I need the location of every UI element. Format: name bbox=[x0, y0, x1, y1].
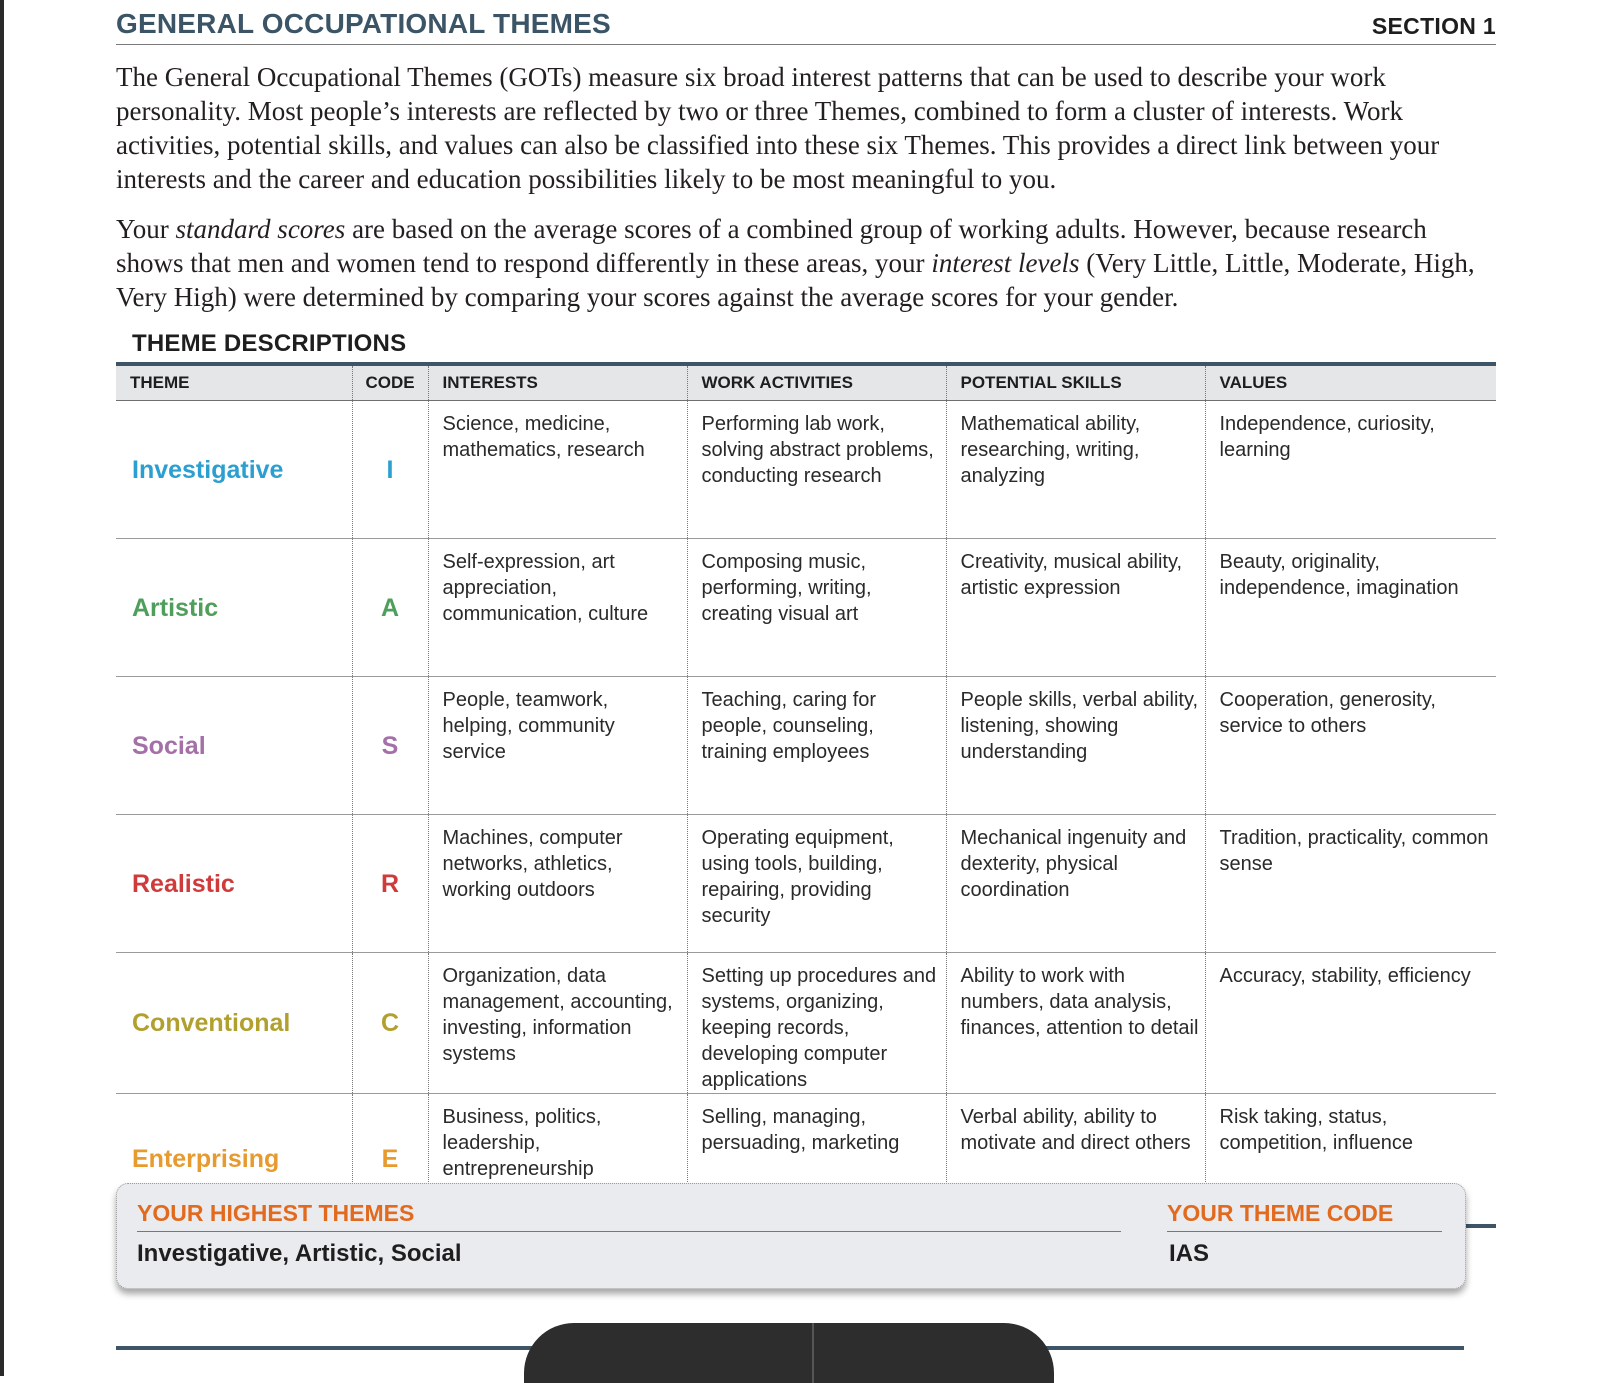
values-cell: Independence, curiosity, learning bbox=[1205, 401, 1496, 539]
work-activities-cell: Teaching, caring for people, counseling, training employees bbox=[687, 677, 946, 815]
col-header-work-activities: WORK ACTIVITIES bbox=[687, 364, 946, 401]
intro-paragraph-1 bbox=[116, 60, 1496, 196]
intro-text-2a: Your bbox=[116, 214, 176, 244]
theme-code: E bbox=[352, 1094, 428, 1227]
interests-cell: Business, politics, leadership, entrepreneurship bbox=[428, 1094, 687, 1227]
theme-code-label: YOUR THEME CODE bbox=[1167, 1200, 1442, 1232]
values-cell: Tradition, practicality, common sense bbox=[1205, 815, 1496, 953]
potential-skills-cell: Mechanical ingenuity and dexterity, physical coordination bbox=[946, 815, 1205, 953]
theme-code: I bbox=[352, 401, 428, 539]
highest-themes-value: Investigative, Artistic, Social bbox=[137, 1240, 462, 1267]
theme-code: S bbox=[352, 677, 428, 815]
page-header bbox=[116, 8, 1496, 45]
theme-descriptions-heading: THEME DESCRIPTIONS bbox=[132, 330, 407, 357]
theme-name: Investigative bbox=[116, 401, 352, 539]
theme-name: Enterprising bbox=[116, 1094, 352, 1227]
theme-descriptions-table bbox=[116, 362, 1496, 1228]
intro-text-1: The General Occupational Themes (GOTs) measure six broad interest patterns that can be used to describe your work personality. Most people’s interests are reflected by two or three Themes, combined to form a cluster of interests. Work activities, potential skills, and values can also be classified into these six Themes. This provides a direct link between your interests and the career and education possibilities likely to be most meaningful to you. bbox=[116, 62, 1440, 194]
interests-cell: Science, medicine, mathematics, research bbox=[428, 401, 687, 539]
intro-paragraph-2 bbox=[116, 212, 1496, 314]
page-title: GENERAL OCCUPATIONAL THEMES bbox=[116, 8, 611, 39]
table-row bbox=[116, 539, 1496, 677]
table-row bbox=[116, 953, 1496, 1094]
values-cell: Accuracy, stability, efficiency bbox=[1205, 953, 1496, 1094]
theme-code: A bbox=[352, 539, 428, 677]
theme-code: C bbox=[352, 953, 428, 1094]
theme-summary-box bbox=[116, 1183, 1466, 1289]
col-header-theme: THEME bbox=[116, 364, 352, 401]
values-cell: Cooperation, generosity, service to others bbox=[1205, 677, 1496, 815]
col-header-potential-skills: POTENTIAL SKILLS bbox=[946, 364, 1205, 401]
theme-code-value: IAS bbox=[1169, 1240, 1210, 1267]
potential-skills-cell: Verbal ability, ability to motivate and direct others bbox=[946, 1094, 1205, 1227]
work-activities-cell: Performing lab work, solving abstract problems, conducting research bbox=[687, 401, 946, 539]
theme-name: Social bbox=[116, 677, 352, 815]
values-cell: Beauty, originality, independence, imagination bbox=[1205, 539, 1496, 677]
intro-text-2c: are based on the average scores of a combined group of working adults. However, because research shows that men and women tend to respond differently in these areas, your bbox=[116, 214, 1427, 278]
interests-cell: People, teamwork, helping, community service bbox=[428, 677, 687, 815]
theme-name: Conventional bbox=[116, 953, 352, 1094]
theme-name: Realistic bbox=[116, 815, 352, 953]
col-header-code: CODE bbox=[352, 364, 428, 401]
potential-skills-cell: Ability to work with numbers, data analysis, finances, attention to detail bbox=[946, 953, 1205, 1094]
table-header-row bbox=[116, 364, 1496, 401]
work-activities-cell: Operating equipment, using tools, building, repairing, providing security bbox=[687, 815, 946, 953]
theme-name: Artistic bbox=[116, 539, 352, 677]
work-activities-cell: Setting up procedures and systems, organizing, keeping records, developing computer applications bbox=[687, 953, 946, 1094]
interest-levels-term: interest levels bbox=[931, 248, 1080, 278]
potential-skills-cell: People skills, verbal ability, listening, showing understanding bbox=[946, 677, 1205, 815]
potential-skills-cell: Mathematical ability, researching, writing, analyzing bbox=[946, 401, 1205, 539]
table-row bbox=[116, 815, 1496, 953]
col-header-values: VALUES bbox=[1205, 364, 1496, 401]
bottom-tab-shape bbox=[524, 1323, 1054, 1383]
potential-skills-cell: Creativity, musical ability, artistic expression bbox=[946, 539, 1205, 677]
interests-cell: Machines, computer networks, athletics, working outdoors bbox=[428, 815, 687, 953]
highest-themes-label: YOUR HIGHEST THEMES bbox=[137, 1200, 1121, 1232]
col-header-interests: INTERESTS bbox=[428, 364, 687, 401]
theme-code: R bbox=[352, 815, 428, 953]
work-activities-cell: Selling, managing, persuading, marketing bbox=[687, 1094, 946, 1227]
table-row bbox=[116, 401, 1496, 539]
intro-text-2e: (Very Little, Little, Moderate, High, Very High) were determined by comparing your scores against the average scores for your gender. bbox=[116, 248, 1475, 312]
table-row bbox=[116, 677, 1496, 815]
standard-scores-term: standard scores bbox=[175, 214, 346, 244]
values-cell: Risk taking, status, competition, influence bbox=[1205, 1094, 1496, 1227]
intro-text-2 bbox=[116, 212, 1496, 314]
section-label: SECTION 1 bbox=[1371, 13, 1496, 39]
page-edge-rule bbox=[0, 0, 4, 1376]
bottom-tab-divider bbox=[812, 1323, 814, 1383]
work-activities-cell: Composing music, performing, writing, creating visual art bbox=[687, 539, 946, 677]
interests-cell: Self-expression, art appreciation, communication, culture bbox=[428, 539, 687, 677]
interests-cell: Organization, data management, accounting, investing, information systems bbox=[428, 953, 687, 1094]
